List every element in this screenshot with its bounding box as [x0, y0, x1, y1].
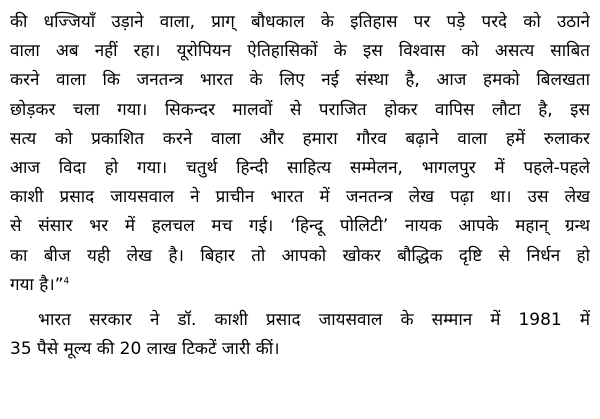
text-line: करने वाला कि जनतन्त्र भारत के लिए नई संस्था है, आज हमको बिलखता [10, 70, 590, 91]
text-line: छोड़कर चला गया। सिकन्दर मालवों से पराजित होकर वापिस लौटा है, इस [10, 99, 590, 120]
text-line-final-text: गया है।” [10, 274, 64, 295]
paragraph-2 [10, 306, 590, 364]
text-line: वाला अब नहीं रहा। यूरोपियन ऐतिहासिकों के इस विश्वास को असत्य साबित [10, 41, 590, 62]
text-line: का बीज यही लेख है। बिहार तो आपको खोकर बौद्धिक दृष्टि से निर्धन हो [10, 245, 590, 266]
paragraph-1 [10, 8, 590, 300]
text-line: काशी प्रसाद जायसवाल ने प्राचीन भारत में जनतन्त्र लेख पढ़ा था। उस लेख [10, 187, 590, 208]
text-line-final [10, 271, 590, 300]
text-line: भारत सरकार ने डॉ. काशी प्रसाद जायसवाल के सम्मान में 1981 में [38, 309, 590, 330]
text-line: सत्य को प्रकाशित करने वाला और हमारा गौरव बढ़ाने वाला हमें रुलाकर [10, 128, 590, 149]
document-page [10, 8, 590, 364]
text-line: से संसार भर में हलचल मच गई। ‘हिन्दू पोलिटी’ नायक आपके महान् ग्रन्थ [10, 216, 590, 237]
text-line: आज विदा हो गया। चतुर्थ हिन्दी साहित्य सम्मेलन, भागलपुर में पहले-पहले [10, 157, 590, 178]
text-line-final: 35 पैसे मूल्य की 20 लाख टिकटें जारी कीं। [10, 339, 280, 360]
footnote-marker: 4 [63, 276, 70, 287]
text-line: की धज्जियाँ उड़ाने वाला, प्राग् बौधकाल के इतिहास पर पड़े परदे को उठाने [10, 12, 590, 32]
